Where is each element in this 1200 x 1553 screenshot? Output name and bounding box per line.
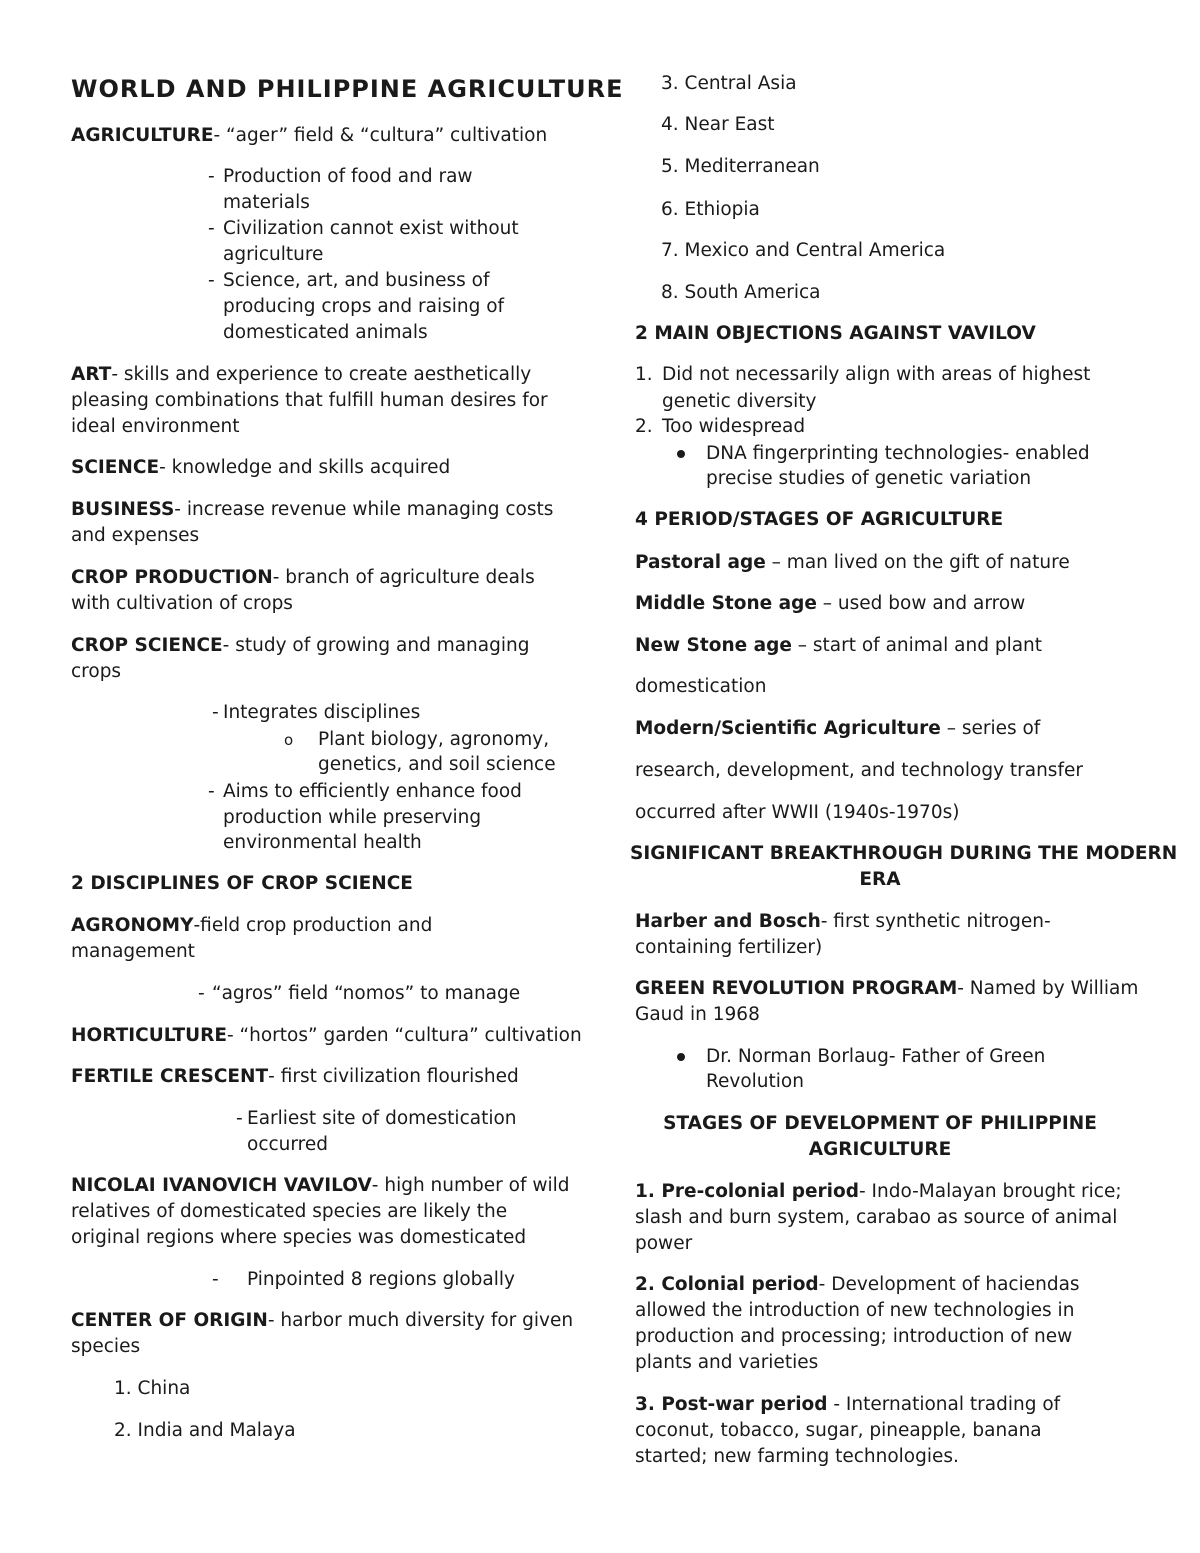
list-item: Too widespread: [662, 416, 806, 437]
text-line: relatives of domesticated species are likely the: [71, 1201, 508, 1222]
definition: - harbor much diversity for given: [267, 1310, 574, 1331]
text-line: species: [71, 1336, 141, 1357]
definition: - Development of haciendas: [818, 1274, 1080, 1295]
term: 2. Colonial period: [635, 1274, 819, 1295]
list-number: 1.: [635, 364, 653, 385]
text-line: pleasing combinations that fulfill human desires for: [71, 390, 548, 411]
text-line: started; new farming technologies.: [635, 1446, 959, 1467]
section-heading-cont: AGRICULTURE: [808, 1139, 952, 1160]
science-definition: [71, 455, 450, 481]
business-definition: [71, 497, 553, 523]
post-war-period: [635, 1392, 1060, 1418]
region-item: 8. South America: [661, 282, 821, 303]
text-line: production and processing; introduction of new: [635, 1326, 1073, 1347]
sub-list-item: DNA fingerprinting technologies- enabled: [706, 443, 1090, 464]
text-line: Gaud in 1968: [635, 1004, 760, 1025]
definition: - increase revenue while managing costs: [174, 499, 554, 520]
definition: – used bow and arrow: [816, 593, 1026, 614]
text-line: research, development, and technology transfer: [635, 760, 1083, 781]
text-line: containing fertilizer): [635, 937, 823, 958]
definition: - Indo-Malayan brought rice;: [858, 1181, 1122, 1202]
list-item-cont: occurred: [247, 1134, 328, 1155]
crop-science-definition: [71, 633, 529, 659]
region-item: 1. China: [114, 1378, 191, 1399]
definition: - first synthetic nitrogen-: [820, 911, 1051, 932]
definition: - Named by William: [957, 978, 1139, 999]
term: New Stone age: [635, 635, 792, 656]
definition: - knowledge and skills acquired: [159, 457, 451, 478]
section-heading: 2 DISCIPLINES OF CROP SCIENCE: [71, 873, 413, 894]
list-item-cont: environmental health: [223, 832, 422, 853]
definition: - study of growing and managing: [222, 635, 530, 656]
stage-pastoral: [635, 550, 1070, 576]
region-item: 2. India and Malaya: [114, 1420, 296, 1441]
term: SCIENCE: [71, 457, 160, 478]
text-line: ideal environment: [71, 416, 240, 437]
region-item: 5. Mediterranean: [661, 156, 820, 177]
list-item: Pinpointed 8 regions globally: [247, 1269, 515, 1290]
section-heading: 4 PERIOD/STAGES OF AGRICULTURE: [635, 509, 1004, 530]
list-item: Aims to efficiently enhance food: [223, 781, 522, 802]
bullet-icon: [677, 450, 685, 458]
definition: – man lived on the gift of nature: [765, 552, 1070, 573]
region-item: 3. Central Asia: [661, 73, 797, 94]
page-title: WORLD AND PHILIPPINE AGRICULTURE: [71, 75, 624, 103]
definition: - first civilization flourished: [268, 1066, 519, 1087]
haber-bosch-definition: [635, 909, 1051, 935]
center-of-origin-definition: [71, 1308, 573, 1334]
list-dash: -: [212, 1269, 219, 1290]
region-item: 6. Ethiopia: [661, 199, 760, 220]
sub-bullet-marker: o: [284, 731, 294, 749]
text-line: coconut, tobacco, sugar, pineapple, banana: [635, 1420, 1042, 1441]
term: Pastoral age: [635, 552, 766, 573]
sub-list-item-cont: precise studies of genetic variation: [706, 468, 1032, 489]
term: BUSINESS: [71, 499, 175, 520]
agronomy-definition: [71, 913, 432, 939]
list-item-cont: genetic diversity: [662, 391, 817, 412]
list-dash: -: [208, 270, 215, 291]
text-line: original regions where species was domesticated: [71, 1227, 527, 1248]
term: CROP PRODUCTION: [71, 567, 273, 588]
section-heading: STAGES OF DEVELOPMENT OF PHILIPPINE: [663, 1113, 1097, 1134]
list-dash: -: [208, 166, 215, 187]
definition: - skills and experience to create aesthetically: [111, 364, 532, 385]
term: AGRICULTURE: [71, 125, 214, 146]
term: NICOLAI IVANOVICH VAVILOV: [71, 1175, 372, 1196]
term: 3. Post-war period: [635, 1394, 828, 1415]
term: HORTICULTURE: [71, 1025, 227, 1046]
list-dash: -: [212, 702, 219, 723]
term: CROP SCIENCE: [71, 635, 223, 656]
text-line: occurred after WWII (1940s-1970s): [635, 802, 960, 823]
list-item-cont: producing crops and raising of: [223, 296, 505, 317]
definition: - “hortos” garden “cultura” cultivation: [226, 1025, 582, 1046]
list-item-cont: agriculture: [223, 244, 324, 265]
text-line: with cultivation of crops: [71, 593, 293, 614]
term: Modern/Scientific Agriculture: [635, 718, 941, 739]
section-heading: 2 MAIN OBJECTIONS AGAINST VAVILOV: [635, 323, 1036, 344]
list-dash: -: [198, 983, 205, 1004]
stage-new-stone: [635, 633, 1042, 659]
term: Middle Stone age: [635, 593, 817, 614]
text-line: and expenses: [71, 525, 200, 546]
text-line: crops: [71, 661, 122, 682]
region-item: 4. Near East: [661, 114, 775, 135]
definition: - International trading of: [827, 1394, 1061, 1415]
text-line: domestication: [635, 676, 767, 697]
list-dash: -: [208, 218, 215, 239]
vavilov-definition: [71, 1173, 570, 1199]
fertile-crescent-definition: [71, 1064, 519, 1090]
text-line: allowed the introduction of new technologies in: [635, 1300, 1075, 1321]
list-item: Integrates disciplines: [223, 702, 421, 723]
text-line: plants and varieties: [635, 1352, 819, 1373]
term: AGRONOMY: [71, 915, 194, 936]
list-item-cont: production while preserving: [223, 807, 482, 828]
list-item: Did not necessarily align with areas of highest: [662, 364, 1091, 385]
list-item: Production of food and raw: [223, 166, 473, 187]
term: FERTILE CRESCENT: [71, 1066, 269, 1087]
list-item: Dr. Norman Borlaug- Father of Green: [706, 1046, 1046, 1067]
text-line: management: [71, 941, 195, 962]
definition: – series of: [940, 718, 1041, 739]
list-dash: -: [208, 781, 215, 802]
sub-list-item-cont: genetics, and soil science: [318, 754, 556, 775]
bullet-icon: [677, 1053, 685, 1061]
list-item-cont: materials: [223, 192, 310, 213]
stage-modern: [635, 716, 1040, 742]
green-revolution-definition: [635, 976, 1138, 1002]
section-heading-cont: ERA: [859, 869, 901, 890]
list-number: 2.: [635, 416, 653, 437]
definition: -field crop production and: [193, 915, 433, 936]
term: 1. Pre-colonial period: [635, 1181, 859, 1202]
list-item: Earliest site of domestication: [247, 1108, 517, 1129]
sub-list-item: Plant biology, agronomy,: [318, 729, 550, 750]
text-line: slash and burn system, carabao as source of animal: [635, 1207, 1118, 1228]
term: ART: [71, 364, 112, 385]
term: Harber and Bosch: [635, 911, 821, 932]
list-item: Civilization cannot exist without: [223, 218, 519, 239]
region-item: 7. Mexico and Central America: [661, 240, 946, 261]
colonial-period: [635, 1272, 1080, 1298]
list-item-cont: Revolution: [706, 1071, 804, 1092]
term: CENTER OF ORIGIN: [71, 1310, 268, 1331]
agriculture-definition: [71, 123, 547, 149]
pre-colonial-period: [635, 1179, 1122, 1205]
list-item: “agros” field “nomos” to manage: [212, 983, 521, 1004]
term: GREEN REVOLUTION PROGRAM: [635, 978, 958, 999]
list-item-cont: domesticated animals: [223, 322, 428, 343]
list-item: Science, art, and business of: [223, 270, 490, 291]
section-heading: SIGNIFICANT BREAKTHROUGH DURING THE MODERN: [630, 843, 1178, 864]
crop-production-definition: [71, 565, 535, 591]
art-definition: [71, 362, 531, 388]
definition: - high number of wild: [371, 1175, 570, 1196]
text-line: power: [635, 1233, 693, 1254]
list-dash: -: [236, 1108, 243, 1129]
stage-middle-stone: [635, 591, 1025, 617]
definition: – start of animal and plant: [791, 635, 1043, 656]
definition: - branch of agriculture deals: [272, 567, 535, 588]
horticulture-definition: [71, 1023, 582, 1049]
definition: - “ager” field & “cultura” cultivation: [213, 125, 548, 146]
